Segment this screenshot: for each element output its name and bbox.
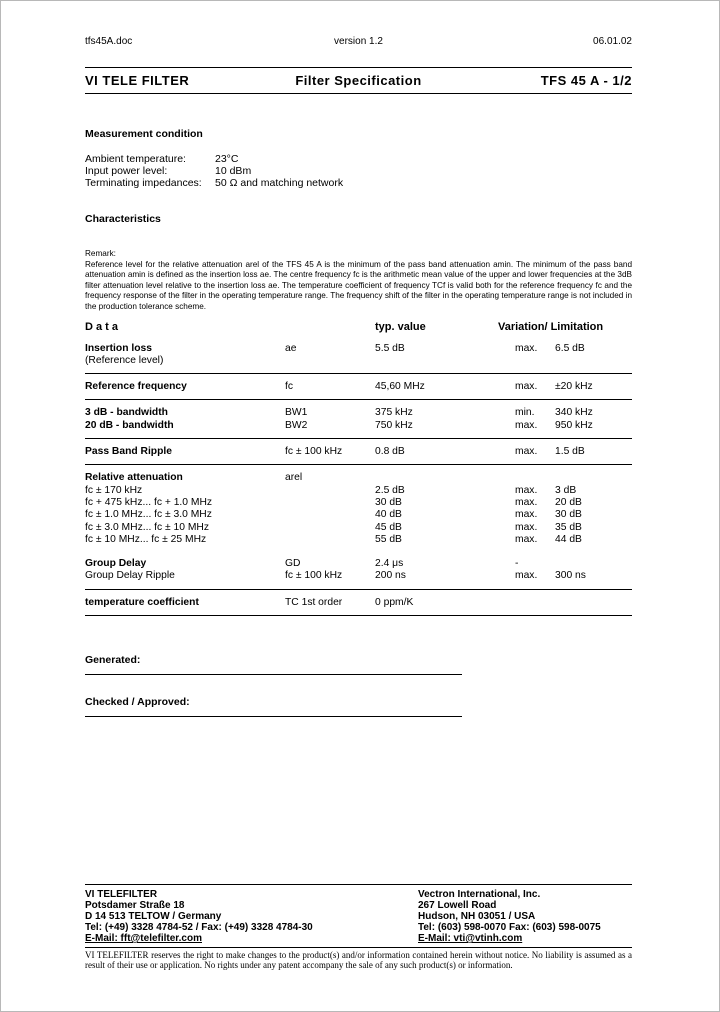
footer-line: VI TELEFILTER: [85, 889, 158, 900]
spec-cell-c1: temperature coefficient: [85, 596, 199, 608]
spec-table-row: [85, 534, 632, 546]
table-rule: [85, 464, 632, 465]
spec-cell-c4: max.: [515, 446, 538, 458]
spec-cell-c2: TC 1st order: [285, 596, 343, 608]
spec-cell-c1: fc ± 170 kHz: [85, 484, 143, 496]
measurement-row: [85, 153, 632, 165]
spec-cell-c2: GD: [285, 558, 301, 570]
spec-table-row: [85, 355, 632, 367]
spec-cell-c4: max.: [515, 509, 538, 521]
table-rule: [85, 615, 632, 616]
measurement-label: Input power level:: [85, 165, 168, 177]
spec-cell-c5: ±20 kHz: [555, 381, 593, 393]
spec-cell-c1: fc ± 3.0 MHz... fc ± 10 MHz: [85, 521, 210, 533]
footer-rule-top: [85, 884, 632, 885]
measurement-row: [85, 165, 632, 177]
spec-cell-c2: [285, 534, 375, 546]
spec-cell-c3: 45 dB: [375, 521, 402, 533]
measurement-label: Terminating impedances:: [85, 177, 202, 189]
spec-cell-c1: Group Delay: [85, 558, 147, 570]
measurement-rows: [85, 153, 632, 189]
version-label: version 1.2: [334, 36, 383, 47]
file-name: tfs45A.doc: [85, 36, 133, 47]
spec-cell-c5: 950 kHz: [555, 419, 593, 431]
footer-columns: [85, 889, 632, 944]
spec-cell-c2: [285, 522, 375, 534]
spec-cell-c2: ae: [285, 342, 297, 354]
footer-line: Potsdamer Straße 18: [85, 900, 185, 911]
spec-cell-c2: fc ± 100 kHz: [285, 570, 343, 582]
spec-cell-c4: [515, 355, 555, 367]
measurement-label: Ambient temperature:: [85, 153, 186, 165]
spec-cell-c3: [375, 472, 515, 484]
spec-cell-c3: 5.5 dB: [375, 342, 405, 354]
spec-cell-c5: 300 ns: [555, 570, 586, 582]
spec-table-row: [85, 472, 632, 484]
measurement-row: [85, 177, 632, 189]
spec-cell-c3: 0 ppm/K: [375, 596, 414, 608]
spec-cell-c1: fc ± 10 MHz... fc ± 25 MHz: [85, 533, 207, 545]
spec-cell-c4: [515, 472, 555, 484]
measurement-value: 50 Ω and matching network: [215, 177, 344, 189]
spec-cell-c5: 340 kHz: [555, 407, 593, 419]
spec-cell-c5: 44 dB: [555, 533, 582, 545]
footer-line: E-Mail: fft@telefilter.com: [85, 933, 202, 944]
footer-rule-bottom: [85, 947, 632, 948]
spec-cell-c3: 30 dB: [375, 496, 402, 508]
spec-cell-c5: 6.5 dB: [555, 342, 585, 354]
spec-cell-c5: 20 dB: [555, 496, 582, 508]
spec-cell-c2: BW2: [285, 419, 308, 431]
spec-cell-c2: [285, 485, 375, 497]
spec-cell-c5: [555, 597, 632, 609]
footer-line: 267 Lowell Road: [418, 900, 497, 911]
spec-cell-c4: -: [515, 558, 519, 570]
spec-table-row: [85, 420, 632, 432]
footer-line: D 14 513 TELTOW / Germany: [85, 911, 222, 922]
table-rule: [85, 589, 632, 590]
spec-cell-c4: max.: [515, 381, 538, 393]
spec-cell-c4: max.: [515, 419, 538, 431]
spec-cell-c3: 2.5 dB: [375, 484, 405, 496]
spec-cell-c3: 55 dB: [375, 533, 402, 545]
spec-cell-c2: fc: [285, 381, 294, 393]
spec-cell-c3: [375, 355, 515, 367]
spec-cell-c5: [555, 558, 632, 570]
table-rule: [85, 399, 632, 400]
spec-cell-c1: fc + 475 kHz... fc + 1.0 MHz: [85, 496, 213, 508]
spec-cell-c2: [285, 355, 375, 367]
spec-cell-c1: Group Delay Ripple: [85, 570, 175, 582]
spec-table-row: [85, 522, 632, 534]
spec-table-body: [85, 343, 632, 616]
remark-label: Remark:: [85, 249, 116, 258]
title-rule-bottom: [85, 93, 632, 94]
spec-cell-c1: 20 dB - bandwidth: [85, 419, 174, 431]
spec-cell-c3: 200 ns: [375, 570, 406, 582]
spec-cell-c4: max.: [515, 342, 538, 354]
col-header-typ-value: typ. value: [375, 320, 426, 333]
spec-cell-c4: [515, 597, 555, 609]
spec-cell-c1: Insertion loss: [85, 342, 152, 354]
footer-disclaimer: VI TELEFILTER reserves the right to make changes to the product(s) and/or information contained herein without notice. No liability is assumed as a result of their use or application. No rights under any patent accompany the sale of any such product(s) or information.: [85, 950, 632, 970]
footer-line: Hudson, NH 03051 / USA: [418, 911, 536, 922]
table-gap: [85, 546, 632, 558]
spec-cell-c4: max.: [515, 484, 538, 496]
page-title: Filter Specification: [295, 73, 422, 88]
table-rule: [85, 438, 632, 439]
spec-cell-c3: 375 kHz: [375, 407, 413, 419]
spec-cell-c4: max.: [515, 521, 538, 533]
remark-text: Reference level for the relative attenuation arel of the TFS 45 A is the minimum of the pass band attenuation amin. The minimum of the pass band attenuation amin is defined as the insertion loss ae. The centre frequency fc is the arithmetic mean value of the upper and lower frequencies at the 3dB filter attenuation level relative to the insertion loss ae. The temperature coefficient of frequency TCf is valid both for the reference frequency fc and the frequency response of the filter in the operating temperature range. The frequency shift of the filter in the operating temperature range is not included in the production tolerance scheme.: [85, 259, 632, 311]
spec-cell-c5: [555, 472, 632, 484]
footer-line: Vectron International, Inc.: [418, 889, 541, 900]
spec-cell-c4: max.: [515, 570, 538, 582]
doc-reference: TFS 45 A - 1/2: [540, 73, 632, 88]
footer-address-left: [85, 889, 418, 944]
spec-cell-c2: arel: [285, 472, 303, 484]
spec-cell-c5: [555, 355, 632, 367]
spec-cell-c5: 30 dB: [555, 509, 582, 521]
footer-address-right: [418, 889, 632, 944]
page-footer: [85, 884, 632, 970]
spec-cell-c1: Reference frequency: [85, 381, 187, 393]
measurement-heading: Measurement condition: [85, 128, 203, 140]
document-header: [85, 36, 632, 47]
spec-table-row: [85, 497, 632, 509]
spec-cell-c1: Pass Band Ripple: [85, 446, 172, 458]
checked-approved-signature-line: Checked / Approved:: [85, 696, 462, 717]
spec-table-row: [85, 381, 632, 393]
spec-cell-c5: 35 dB: [555, 521, 582, 533]
spec-table-row: [85, 558, 632, 570]
spec-table-header: [85, 321, 632, 334]
spec-table-row: [85, 597, 632, 609]
footer-line: E-Mail: vti@vtinh.com: [418, 933, 523, 944]
footer-line: Tel: (+49) 3328 4784-52 / Fax: (+49) 3328 4784-30: [85, 922, 313, 933]
spec-cell-c3: 2.4 μs: [375, 558, 404, 570]
col-header-variation: Variation/ Limitation: [498, 320, 604, 333]
spec-table-row: [85, 509, 632, 521]
company-name: VI TELE FILTER: [85, 73, 190, 88]
spec-table-row: [85, 343, 632, 355]
spec-cell-c2: BW1: [285, 407, 308, 419]
title-bar: [85, 68, 632, 93]
date-label: 06.01.02: [593, 36, 632, 47]
spec-cell-c1: 3 dB - bandwidth: [85, 407, 168, 419]
spec-cell-c3: 750 kHz: [375, 419, 413, 431]
generated-signature-line: Generated:: [85, 654, 462, 675]
measurement-value: 23°C: [215, 153, 239, 165]
spec-cell-c5: 3 dB: [555, 484, 577, 496]
characteristics-heading: Characteristics: [85, 213, 161, 225]
table-rule: [85, 373, 632, 374]
spec-cell-c1: fc ± 1.0 MHz... fc ± 3.0 MHz: [85, 509, 212, 521]
col-header-data: D a t a: [85, 320, 119, 333]
col-header-spacer: [285, 321, 375, 334]
spec-cell-c2: [285, 497, 375, 509]
footer-line: Tel: (603) 598-0070 Fax: (603) 598-0075: [418, 922, 601, 933]
spec-cell-c5: 1.5 dB: [555, 446, 585, 458]
spec-cell-c4: max.: [515, 496, 538, 508]
spec-cell-c2: [285, 509, 375, 521]
spec-cell-c3: 45,60 MHz: [375, 381, 425, 393]
spec-cell-c1: (Reference level): [85, 354, 164, 366]
spec-cell-c4: max.: [515, 533, 538, 545]
spec-cell-c3: 40 dB: [375, 509, 402, 521]
spec-cell-c2: fc ± 100 kHz: [285, 446, 343, 458]
spec-cell-c4: min.: [515, 407, 535, 419]
measurement-value: 10 dBm: [215, 165, 252, 177]
spec-table-row: [85, 570, 632, 582]
spec-table-row: [85, 485, 632, 497]
spec-table-row: [85, 446, 632, 458]
spec-table-row: [85, 407, 632, 419]
spec-cell-c3: 0.8 dB: [375, 446, 405, 458]
spec-cell-c1: Relative attenuation: [85, 472, 183, 484]
